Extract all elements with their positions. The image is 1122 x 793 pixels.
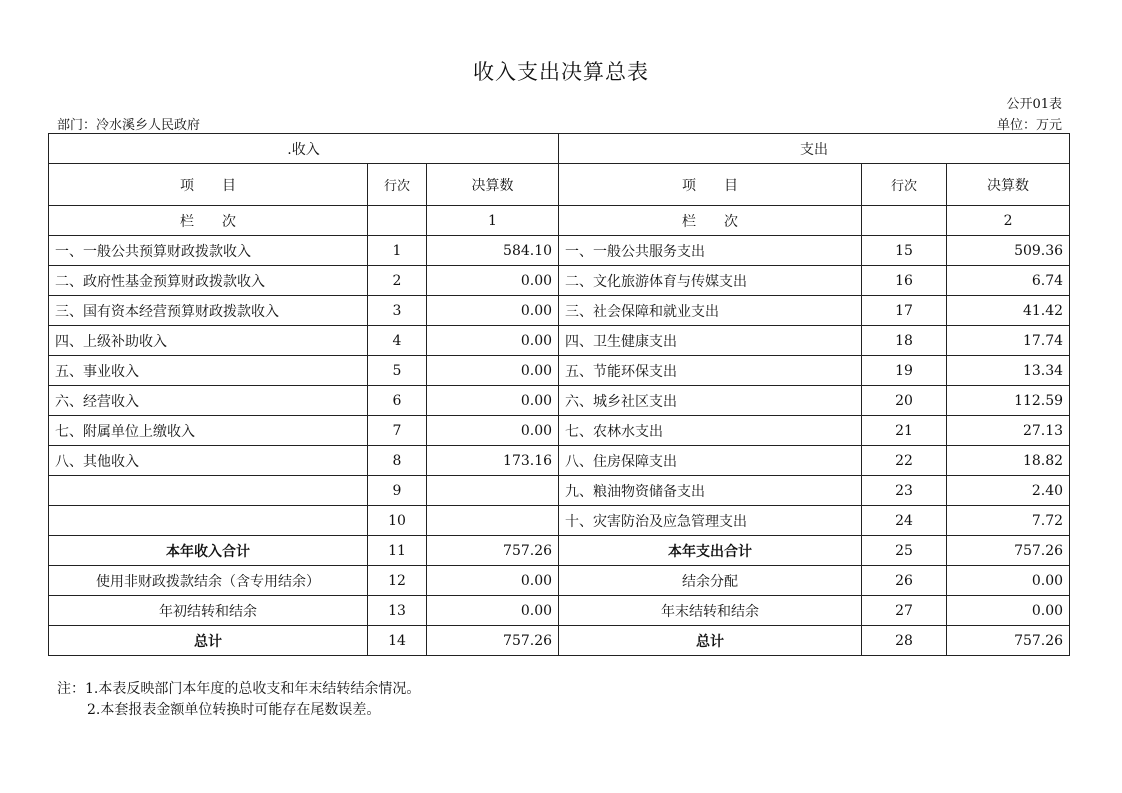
income-item-cell: 三、国有资本经营预算财政拨款收入	[49, 296, 368, 326]
income-row-no-cell: 9	[368, 476, 427, 506]
income-item-cell: 使用非财政拨款结余（含专用结余）	[49, 566, 368, 596]
column-header-row	[49, 164, 1070, 206]
table-row	[49, 476, 1070, 506]
expense-row-no-cell: 17	[862, 296, 947, 326]
table-row	[49, 266, 1070, 296]
income-row-no-cell: 5	[368, 356, 427, 386]
expense-item-cell: 九、粮油物资储备支出	[559, 476, 862, 506]
income-amount-header: 决算数	[427, 164, 559, 206]
income-row-no-cell: 8	[368, 446, 427, 476]
income-row-no-cell: 14	[368, 626, 427, 656]
income-item-cell: 五、事业收入	[49, 356, 368, 386]
income-col-label-no	[368, 206, 427, 236]
expense-item-cell: 七、农林水支出	[559, 416, 862, 446]
expense-amount-cell: 757.26	[947, 626, 1070, 656]
expense-row-no-cell: 26	[862, 566, 947, 596]
expense-amount-cell: 112.59	[947, 386, 1070, 416]
expense-row-no-cell: 19	[862, 356, 947, 386]
income-item-cell: 本年收入合计	[49, 536, 368, 566]
budget-summary-table	[48, 133, 1070, 656]
expense-item-cell: 本年支出合计	[559, 536, 862, 566]
income-row-no-cell: 1	[368, 236, 427, 266]
income-amount-cell: 0.00	[427, 566, 559, 596]
expense-col-index: 2	[947, 206, 1070, 236]
section-header-row	[49, 134, 1070, 164]
expense-amount-cell: 7.72	[947, 506, 1070, 536]
income-col-index: 1	[427, 206, 559, 236]
expense-row-no-cell: 18	[862, 326, 947, 356]
expense-amount-cell: 18.82	[947, 446, 1070, 476]
income-row-no-cell: 10	[368, 506, 427, 536]
income-row-no-cell: 6	[368, 386, 427, 416]
expense-amount-cell: 27.13	[947, 416, 1070, 446]
income-amount-cell: 0.00	[427, 386, 559, 416]
income-amount-cell: 0.00	[427, 596, 559, 626]
expense-item-cell: 十、灾害防治及应急管理支出	[559, 506, 862, 536]
expense-amount-cell: 41.42	[947, 296, 1070, 326]
expense-amount-cell: 757.26	[947, 536, 1070, 566]
expense-section-header: 支出	[559, 134, 1070, 164]
summary-row	[49, 536, 1070, 566]
summary-row	[49, 566, 1070, 596]
income-amount-cell	[427, 476, 559, 506]
expense-row-no-cell: 23	[862, 476, 947, 506]
summary-row	[49, 596, 1070, 626]
income-item-cell: 一、一般公共预算财政拨款收入	[49, 236, 368, 266]
income-amount-cell: 0.00	[427, 266, 559, 296]
expense-amount-cell: 0.00	[947, 596, 1070, 626]
income-item-cell	[49, 506, 368, 536]
expense-row-no-cell: 28	[862, 626, 947, 656]
summary-row	[49, 626, 1070, 656]
expense-row-no-cell: 15	[862, 236, 947, 266]
expense-item-cell: 六、城乡社区支出	[559, 386, 862, 416]
expense-amount-header: 决算数	[947, 164, 1070, 206]
expense-amount-cell: 13.34	[947, 356, 1070, 386]
expense-row-no-cell: 16	[862, 266, 947, 296]
expense-row-no-cell: 21	[862, 416, 947, 446]
expense-item-cell: 结余分配	[559, 566, 862, 596]
table-row	[49, 386, 1070, 416]
income-item-cell: 八、其他收入	[49, 446, 368, 476]
table-row	[49, 356, 1070, 386]
expense-col-label: 栏 次	[559, 206, 862, 236]
expense-item-header: 项 目	[559, 164, 862, 206]
income-amount-cell: 0.00	[427, 356, 559, 386]
income-amount-cell	[427, 506, 559, 536]
income-amount-cell: 0.00	[427, 416, 559, 446]
expense-row-no-cell: 27	[862, 596, 947, 626]
income-amount-cell: 0.00	[427, 326, 559, 356]
page-title: 收入支出决算总表	[473, 60, 649, 84]
income-col-label: 栏 次	[49, 206, 368, 236]
income-section-header: .收入	[49, 134, 559, 164]
table-row	[49, 506, 1070, 536]
expense-row-no-cell: 22	[862, 446, 947, 476]
expense-amount-cell: 2.40	[947, 476, 1070, 506]
expense-row-no-header: 行次	[862, 164, 947, 206]
income-item-cell: 年初结转和结余	[49, 596, 368, 626]
income-row-no-cell: 12	[368, 566, 427, 596]
table-row	[49, 296, 1070, 326]
income-amount-cell: 0.00	[427, 296, 559, 326]
expense-amount-cell: 509.36	[947, 236, 1070, 266]
footnote-line-1: 注：1.本表反映部门本年度的总收支和年末结转结余情况。	[57, 681, 421, 697]
expense-item-cell: 一、一般公共服务支出	[559, 236, 862, 266]
income-row-no-cell: 11	[368, 536, 427, 566]
table-row	[49, 326, 1070, 356]
footnote	[57, 679, 420, 721]
form-number: 公开01表	[1006, 97, 1062, 112]
income-row-no-cell: 2	[368, 266, 427, 296]
income-item-cell	[49, 476, 368, 506]
income-item-cell: 总计	[49, 626, 368, 656]
expense-row-no-cell: 20	[862, 386, 947, 416]
income-amount-cell: 757.26	[427, 536, 559, 566]
expense-item-cell: 八、住房保障支出	[559, 446, 862, 476]
income-row-no-header: 行次	[368, 164, 427, 206]
expense-amount-cell: 0.00	[947, 566, 1070, 596]
income-item-cell: 七、附属单位上缴收入	[49, 416, 368, 446]
table-row	[49, 236, 1070, 266]
income-row-no-cell: 13	[368, 596, 427, 626]
department-label: 部门：冷水溪乡人民政府	[57, 118, 201, 133]
expense-item-cell: 三、社会保障和就业支出	[559, 296, 862, 326]
income-item-cell: 六、经营收入	[49, 386, 368, 416]
expense-item-cell: 总计	[559, 626, 862, 656]
income-row-no-cell: 4	[368, 326, 427, 356]
column-index-row	[49, 206, 1070, 236]
expense-row-no-cell: 25	[862, 536, 947, 566]
income-item-cell: 二、政府性基金预算财政拨款收入	[49, 266, 368, 296]
income-item-header: 项 目	[49, 164, 368, 206]
income-amount-cell: 757.26	[427, 626, 559, 656]
expense-item-cell: 年末结转和结余	[559, 596, 862, 626]
income-row-no-cell: 3	[368, 296, 427, 326]
income-amount-cell: 173.16	[427, 446, 559, 476]
income-row-no-cell: 7	[368, 416, 427, 446]
expense-item-cell: 二、文化旅游体育与传媒支出	[559, 266, 862, 296]
income-amount-cell: 584.10	[427, 236, 559, 266]
expense-amount-cell: 17.74	[947, 326, 1070, 356]
table-row	[49, 416, 1070, 446]
unit-label: 单位：万元	[996, 118, 1062, 133]
expense-amount-cell: 6.74	[947, 266, 1070, 296]
expense-row-no-cell: 24	[862, 506, 947, 536]
table-row	[49, 446, 1070, 476]
expense-item-cell: 四、卫生健康支出	[559, 326, 862, 356]
expense-item-cell: 五、节能环保支出	[559, 356, 862, 386]
income-item-cell: 四、上级补助收入	[49, 326, 368, 356]
expense-col-label-no	[862, 206, 947, 236]
footnote-line-2: 2.本套报表金额单位转换时可能存在尾数误差。	[87, 702, 381, 718]
